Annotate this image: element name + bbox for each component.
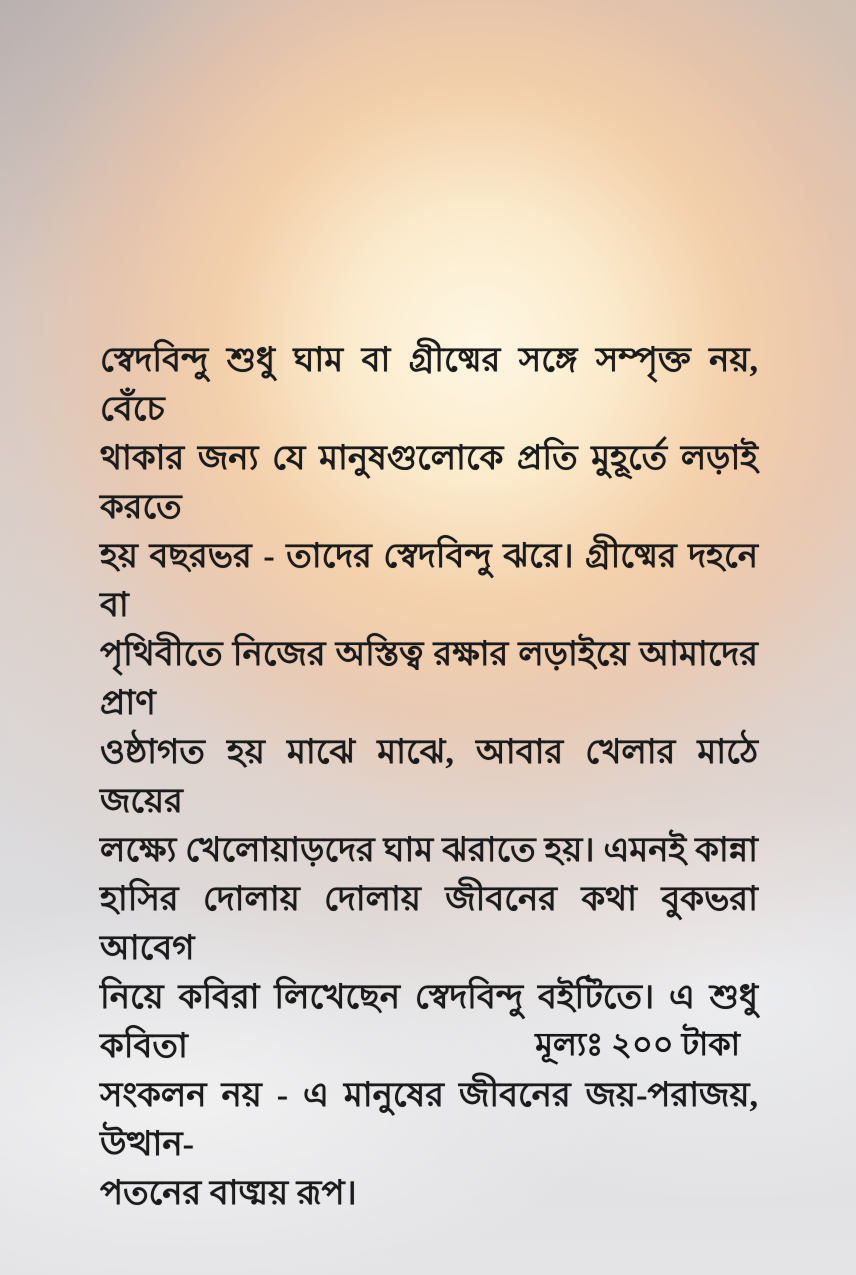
blurb-line: পৃথিবীতে নিজের অস্তিত্ব রক্ষার লড়াইয়ে আমাদের প্রাণ bbox=[100, 636, 758, 722]
price-text: মূল্যঃ ২০০ টাকা bbox=[535, 1026, 740, 1062]
blurb-line: ওষ্ঠাগত হয় মাঝে মাঝে, আবার খেলার মাঠে জয়ের bbox=[100, 734, 758, 820]
blurb-line: সংকলন নয় - এ মানুষের জীবনের জয়-পরাজয়, উত্থান- bbox=[100, 1077, 758, 1163]
blurb-line: স্বেদবিন্দু শুধু ঘাম বা গ্রীষ্মের সঙ্গে সম্পৃক্ত নয়, বেঁচে bbox=[100, 342, 758, 428]
blurb-line: হয় বছরভর - তাদের স্বেদবিন্দু ঝরে। গ্রীষ্মের দহনে বা bbox=[100, 538, 758, 624]
blurb-line: নিয়ে কবিরা লিখেছেন স্বেদবিন্দু বইটিতে। এ শুধু কবিতা bbox=[100, 979, 758, 1065]
blurb-line: লক্ষ্যে খেলোয়াড়দের ঘাম ঝরাতে হয়। এমনই কান্না bbox=[100, 832, 758, 869]
blurb-line: হাসির দোলায় দোলায় জীবনের কথা বুকভরা আবেগ bbox=[100, 881, 758, 967]
blurb-paragraph bbox=[100, 336, 758, 1218]
blurb-line: পতনের বাঙ্ময় রূপ। bbox=[100, 1175, 357, 1212]
blurb-line: থাকার জন্য যে মানুষগুলোকে প্রতি মুহূর্তে লড়াই করতে bbox=[100, 440, 758, 526]
